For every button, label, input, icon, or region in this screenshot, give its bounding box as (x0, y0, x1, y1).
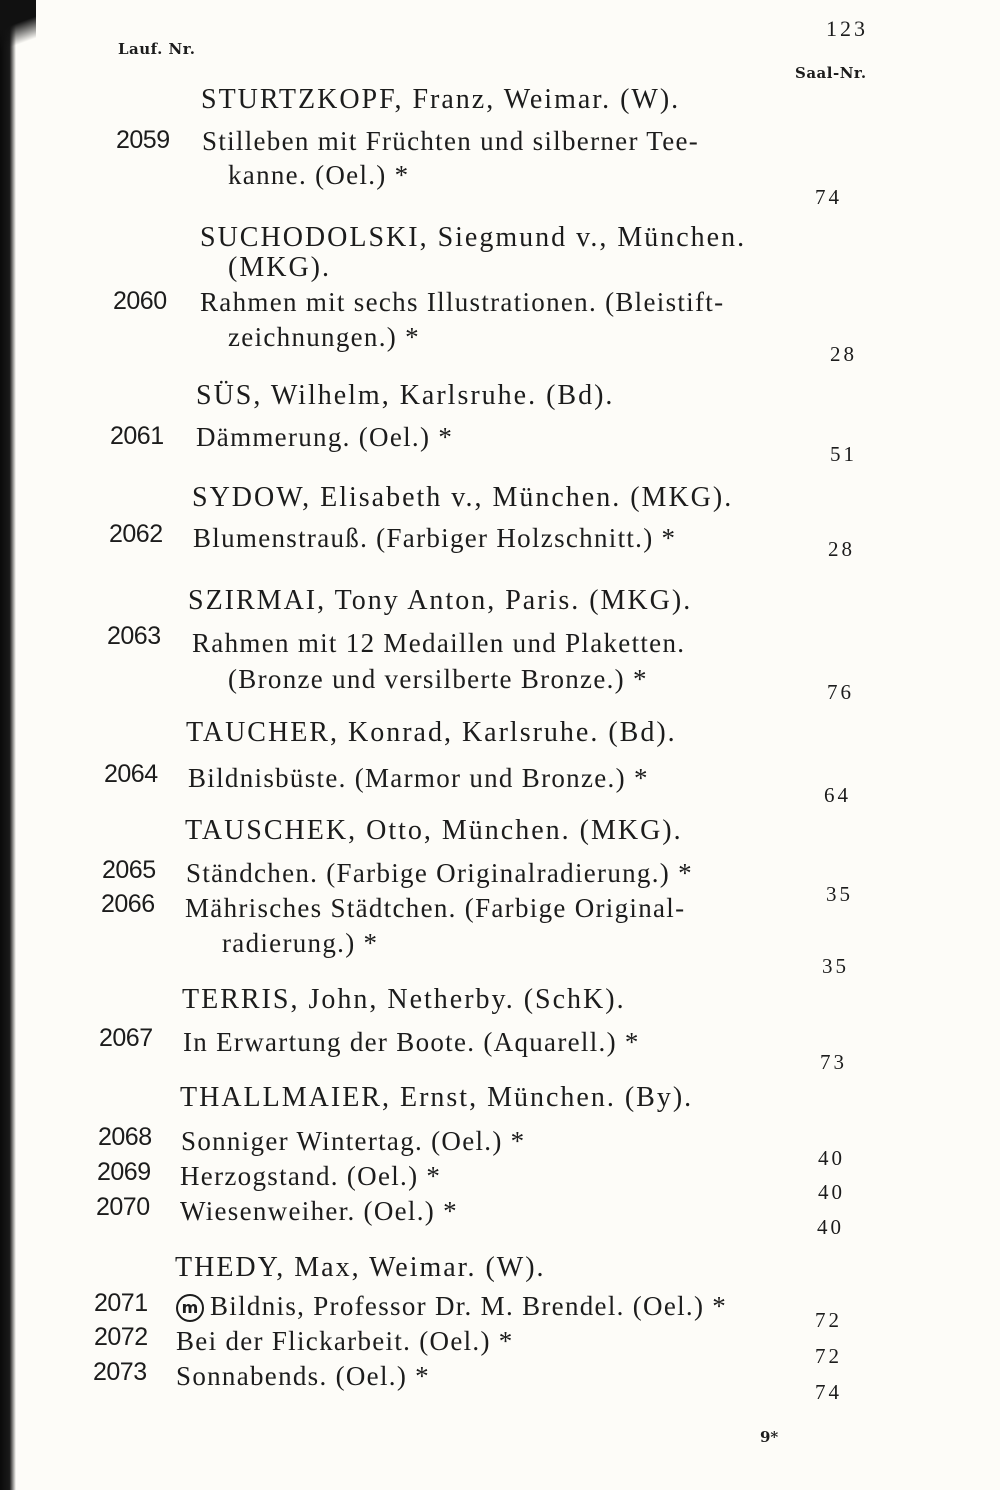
entry-title: Wiesenweiher. (Oel.) * (180, 1196, 458, 1226)
entry-number: 2066 (101, 890, 155, 918)
artist-heading: SZIRMAI, Tony Anton, Paris. (MKG). (188, 585, 693, 616)
book-spine-shadow (0, 0, 16, 1490)
entry-number: 2060 (113, 287, 167, 315)
entry-title: Blumenstrauß. (Farbiger Holzschnitt.) * (193, 523, 677, 553)
hall-number: 51 (830, 442, 857, 466)
printer-signature: 9* (760, 1428, 779, 1446)
artist-heading: THALLMAIER, Ernst, München. (By). (180, 1082, 694, 1113)
entry-number: 2062 (109, 520, 163, 548)
hall-number: 40 (818, 1180, 845, 1204)
artist-heading: TAUCHER, Konrad, Karlsruhe. (Bd). (186, 717, 677, 748)
hall-number: 74 (815, 185, 842, 209)
entry-title: Mährisches Städtchen. (Farbige Original- (185, 893, 686, 923)
entry-title-cont: kanne. (Oel.) * (228, 160, 410, 190)
entry-title: Rahmen mit 12 Medaillen und Plaketten. (192, 628, 686, 658)
member-mark-icon: m (176, 1294, 204, 1322)
entry-title: Rahmen mit sechs Illustrationen. (Bleistift- (200, 287, 725, 317)
entry-number: 2067 (99, 1024, 153, 1052)
artist-heading: SYDOW, Elisabeth v., München. (MKG). (192, 482, 734, 513)
entry-title: Bildnis, Professor Dr. M. Brendel. (Oel.) * (210, 1291, 728, 1321)
artist-heading: THEDY, Max, Weimar. (W). (175, 1252, 546, 1283)
entry-title: Bei der Flickarbeit. (Oel.) * (176, 1326, 514, 1356)
entry-title: Stilleben mit Früchten und silberner Tee- (202, 126, 700, 156)
hall-number: 35 (822, 954, 849, 978)
entry-title: Sonnabends. (Oel.) * (176, 1361, 430, 1391)
entry-number: 2061 (110, 422, 164, 450)
entry-title-cont: (Bronze und versilberte Bronze.) * (228, 664, 648, 694)
entry-number: 2064 (104, 760, 158, 788)
hall-number: 28 (830, 342, 857, 366)
entry-title-cont: zeichnungen.) * (228, 322, 420, 352)
hall-number: 35 (826, 882, 853, 906)
book-corner-shadow (0, 0, 36, 60)
entry-title: In Erwartung der Boote. (Aquarell.) * (183, 1027, 640, 1057)
hall-number: 40 (817, 1215, 844, 1239)
hall-number: 40 (818, 1146, 845, 1170)
entry-title: Herzogstand. (Oel.) * (180, 1161, 442, 1191)
hall-number: 73 (820, 1050, 847, 1074)
lauf-nr-label: Lauf. Nr. (118, 40, 196, 58)
hall-number: 72 (815, 1344, 842, 1368)
saal-nr-label: Saal-Nr. (795, 64, 867, 82)
entry-number: 2072 (94, 1323, 148, 1351)
hall-number: 76 (827, 680, 854, 704)
artist-heading: TERRIS, John, Netherby. (SchK). (182, 984, 626, 1015)
entry-title-cont: radierung.) * (222, 928, 379, 958)
entry-number: 2059 (116, 126, 170, 154)
entry-title: Ständchen. (Farbige Originalradierung.) * (186, 858, 693, 888)
artist-heading: TAUSCHEK, Otto, München. (MKG). (185, 815, 683, 846)
entry-number: 2063 (107, 622, 161, 650)
hall-number: 74 (815, 1380, 842, 1404)
entry-number: 2073 (93, 1358, 147, 1386)
artist-heading: SUCHODOLSKI, Siegmund v., München. (200, 222, 747, 253)
entry-number: 2065 (102, 856, 156, 884)
hall-number: 28 (828, 537, 855, 561)
entry-title: Bildnisbüste. (Marmor und Bronze.) * (188, 763, 649, 793)
entry-title: Sonniger Wintertag. (Oel.) * (181, 1126, 526, 1156)
hall-number: 64 (824, 783, 851, 807)
entry-number: 2069 (97, 1158, 151, 1186)
artist-heading-cont: (MKG). (228, 252, 331, 283)
artist-heading: SÜS, Wilhelm, Karlsruhe. (Bd). (196, 380, 615, 411)
hall-number: 72 (815, 1308, 842, 1332)
artist-heading: STURTZKOPF, Franz, Weimar. (W). (201, 84, 681, 115)
entry-number: 2068 (98, 1123, 152, 1151)
entry-number: 2071 (94, 1289, 148, 1317)
entry-title-row (176, 1291, 727, 1322)
entry-title: Dämmerung. (Oel.) * (196, 422, 454, 452)
page-number: 123 (826, 16, 868, 41)
entry-number: 2070 (96, 1193, 150, 1221)
